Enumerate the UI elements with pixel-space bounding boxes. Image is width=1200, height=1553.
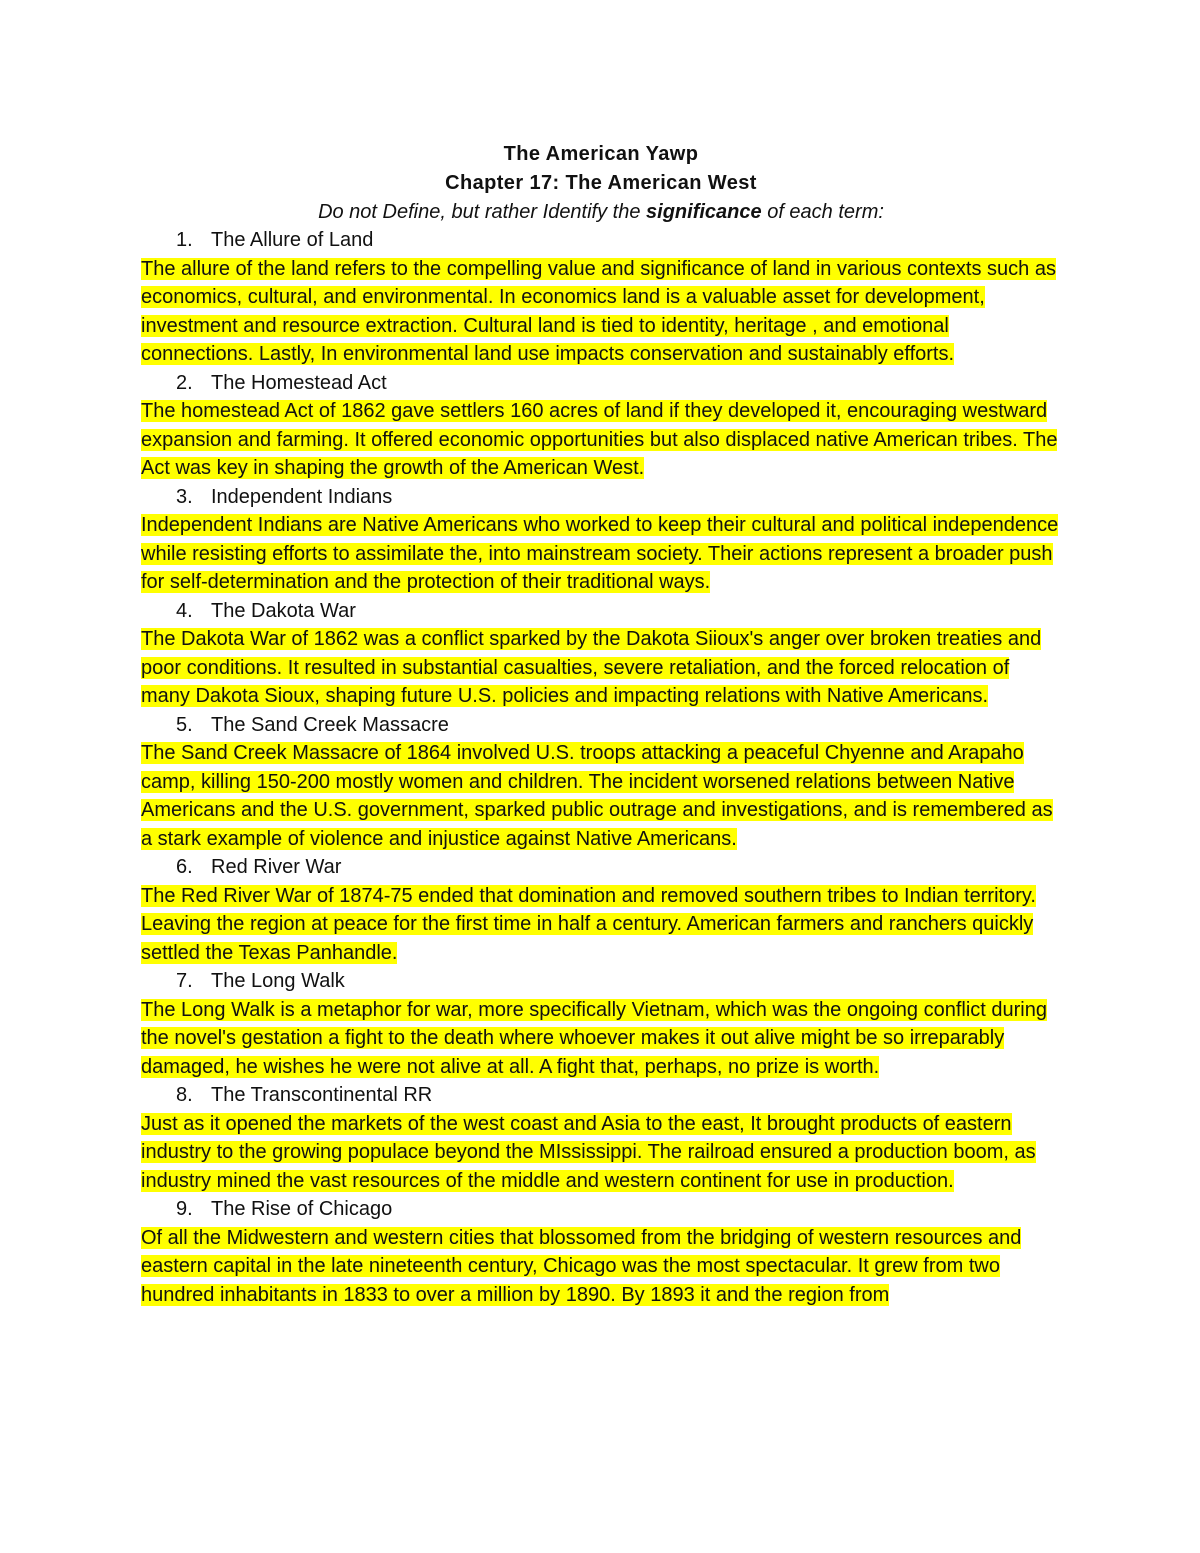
term-number: 7. [176,970,193,992]
term-answer [141,397,1061,483]
term-heading [141,853,1061,882]
highlighted-answer-text: The homestead Act of 1862 gave settlers 160 acres of land if they developed it, encouraging westward expansion and farming. It offered economic opportunities but also displaced native American tribes. The Act was key in shaping the growth of the American West. [141,400,1058,479]
highlighted-answer-text: The allure of the land refers to the compelling value and significance of land in various contexts such as economics, cultural, and environmental. In economics land is a valuable asset for development, investment and resource extraction. Cultural land is tied to identity, heritage , and emotional connections. Lastly, In environmental land use impacts conservation and sustainably efforts. [141,257,1056,365]
term-answer [141,996,1061,1082]
term-label: The Dakota War [211,599,356,622]
term-label: The Rise of Chicago [211,1198,393,1220]
instruction-text-start: Do not Define, but rather Identify the [318,201,647,223]
highlighted-answer-text: The Long Walk is a metaphor for war, more specifically Vietnam, which was the ongoing conflict during the novel's gestation a fight to the death where whoever makes it out alive might be so irreparably damaged, he wishes he were not alive at all. A fight that, perhaps, no prize is worth. [141,998,1047,1078]
title-block [141,140,1061,226]
term-label: Red River War [211,856,342,878]
highlighted-answer-text: The Sand Creek Massacre of 1864 involved U.S. troops attacking a peaceful Chyenne and Arapaho camp, killing 150-200 mostly women and children. The incident worsened relations between Native Americans and the U.S. government, sparked public outrage and investigations, and is remembered as a stark example of violence and injustice against Native Americans. [141,742,1053,850]
term-number: 9. [176,1198,193,1220]
term-heading [141,597,1061,626]
term-label: The Long Walk [211,970,345,992]
terms-list [141,226,1061,1309]
term-heading [141,483,1061,512]
term-answer [141,1224,1061,1310]
term-answer [141,255,1061,369]
term-answer [141,511,1061,597]
term-number: 4. [176,599,193,622]
term-heading [141,967,1061,996]
chapter-heading: Chapter 17: The American West [445,172,757,194]
document-title: The American Yawp [503,143,699,165]
term-number: 2. [176,371,193,394]
term-label: The Allure of Land [211,229,374,251]
term-number: 8. [176,1084,193,1106]
term-label: The Sand Creek Massacre [211,713,449,736]
term-heading [141,1195,1061,1224]
instruction-emphasis: significance [646,201,762,223]
term-label: The Transcontinental RR [211,1084,433,1106]
term-number: 3. [176,485,193,508]
document-body [141,140,1061,1309]
highlighted-answer-text: Just as it opened the markets of the west coast and Asia to the east, It brought products of eastern industry to the growing populace beyond the MIssissippi. The railroad ensured a production boom, as industry mined the vast resources of the middle and western continent for use in production. [141,1112,1036,1192]
term-answer [141,739,1061,853]
instruction-line [141,198,1061,226]
term-heading [141,369,1061,398]
highlighted-answer-text: Of all the Midwestern and western cities that blossomed from the bridging of western resources and eastern capital in the late nineteenth century, Chicago was the most spectacular. It grew from two hundred inhabitants in 1833 to over a million by 1890. By 1893 it and the region from [141,1226,1022,1306]
instruction-text-end: of each term: [761,201,884,223]
highlighted-answer-text: Independent Indians are Native Americans who worked to keep their cultural and political independence while resisting efforts to assimilate the, into mainstream society. Their actions represent a broader push for self-determination and the protection of their traditional ways. [141,514,1059,593]
term-heading [141,226,1061,255]
term-number: 1. [176,229,193,251]
term-number: 6. [176,856,193,878]
highlighted-answer-text: The Dakota War of 1862 was a conflict sparked by the Dakota Siioux's anger over broken treaties and poor conditions. It resulted in substantial casualties, severe retaliation, and the forced relocation of many Dakota Sioux, shaping future U.S. policies and impacting relations with Native Americans. [141,628,1042,707]
term-label: The Homestead Act [211,371,387,394]
term-heading [141,711,1061,740]
term-heading [141,1081,1061,1110]
term-number: 5. [176,713,193,736]
term-answer [141,625,1061,711]
term-label: Independent Indians [211,485,393,508]
highlighted-answer-text: The Red River War of 1874-75 ended that domination and removed southern tribes to Indian territory. Leaving the region at peace for the first time in half a century. American farmers and ranchers quickly settled the Texas Panhandle. [141,884,1036,964]
term-answer [141,882,1061,968]
term-answer [141,1110,1061,1196]
